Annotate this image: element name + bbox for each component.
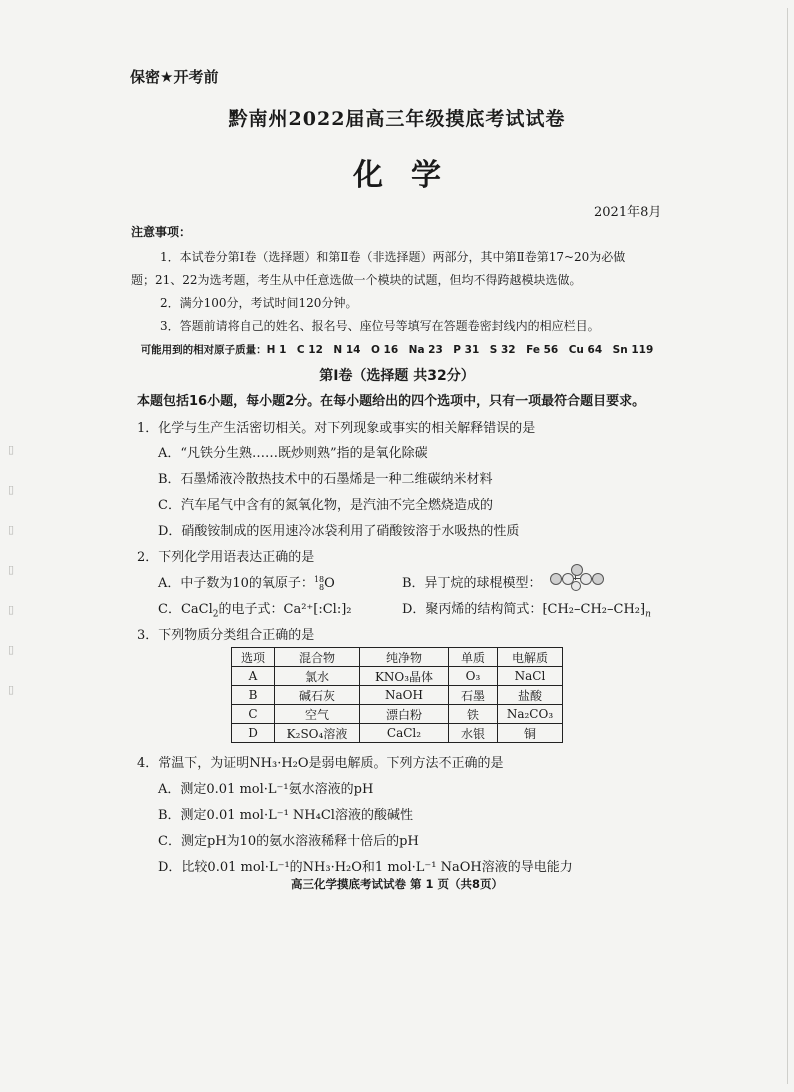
table-cell: CaCl₂ (360, 724, 449, 743)
q2-option-d-label: D．聚丙烯的结构简式： (402, 602, 543, 617)
note-2: 2．满分100分，考试时间120分钟。 (160, 296, 358, 310)
table-row (232, 667, 563, 686)
q4-option-a: A．测定0.01 mol·L⁻¹氨水溶液的pH (158, 782, 374, 797)
table-cell: C (232, 705, 275, 724)
table-cell: 铜 (498, 724, 563, 743)
note-3: 3．答题前请将自己的姓名、报名号、座位号等填写在答题卷密封线内的相应栏目。 (160, 319, 600, 333)
table-cell: 铁 (449, 705, 498, 724)
q3-stem: 3．下列物质分类组合正确的是 (137, 628, 315, 643)
q2-stem: 2．下列化学用语表达正确的是 (137, 550, 315, 565)
isobutane-ball-stick-model (548, 564, 608, 592)
table-cell: K₂SO₄溶液 (275, 724, 360, 743)
atomic-number: 8 (319, 582, 325, 592)
q2-option-c-text: 的电子式： (218, 602, 284, 617)
q2-option-a-label: A．中子数为10的氧原子： (158, 576, 314, 591)
table-header: 电解质 (498, 648, 563, 667)
note-1-cont: 题；21、22为选考题，考生从中任意选做一个模块的试题，但均不得跨越模块选做。 (131, 273, 582, 287)
table-row (232, 724, 563, 743)
q1-option-c: C．汽车尾气中含有的氮氧化物，是汽油不完全燃烧造成的 (158, 498, 493, 513)
exam-date: 2021年8月 (594, 205, 662, 220)
table-cell: 氯水 (275, 667, 360, 686)
table-cell: A (232, 667, 275, 686)
table-cell: 盐酸 (498, 686, 563, 705)
scan-edge-line (787, 8, 788, 1084)
polymer-n: n (645, 609, 651, 620)
nuclide-notation (314, 576, 324, 592)
classification-table (231, 647, 563, 743)
q1-option-b: B．石墨烯液冷散热技术中的石墨烯是一种二维碳纳米材料 (158, 472, 493, 487)
q1-option-d: D．硝酸铵制成的医用速冷冰袋利用了硝酸铵溶于水吸热的性质 (158, 524, 520, 539)
q1-option-a: A．“凡铁分生熟……既炒则熟”指的是氧化除碳 (158, 446, 428, 461)
notes-heading: 注意事项： (131, 225, 192, 239)
table-header: 纯净物 (360, 648, 449, 667)
polymer-formula: ⁅CH₂–CH₂–CH₂⁆ (542, 602, 646, 617)
q4-stem: 4．常温下，为证明NH₃·H₂O是弱电解质。下列方法不正确的是 (137, 756, 504, 771)
table-cell: NaOH (360, 686, 449, 705)
table-cell: O₃ (449, 667, 498, 686)
confidential-label: 保密★开考前 (130, 68, 219, 86)
table-row (232, 705, 563, 724)
q1-stem: 1．化学与生产生活密切相关。对下列现象或事实的相关解释错误的是 (137, 421, 536, 436)
q2-option-a (158, 572, 335, 592)
table-row (232, 686, 563, 705)
q4-option-c: C．测定pH为10的氨水溶液稀释十倍后的pH (158, 834, 419, 849)
subscript: 2 (212, 609, 219, 620)
q2-option-b: B．异丁烷的球棍模型： (402, 576, 542, 591)
table-cell: NaCl (498, 667, 563, 686)
page-footer: 高三化学摸底考试试卷 第 1 页（共8页） (290, 877, 503, 891)
table-cell: 石墨 (449, 686, 498, 705)
section-title: 第Ⅰ卷（选择题 共32分） (319, 368, 475, 384)
table-cell: D (232, 724, 275, 743)
element-symbol: O (324, 576, 335, 591)
q2-option-c-label: C．CaCl (158, 602, 213, 617)
bleed-through-marks: ▯ ▯ ▯ ▯ ▯ ▯ ▯ (8, 443, 15, 696)
atomic-masses: 可能用到的相对原子质量：H 1 C 12 N 14 O 16 Na 23 P 31 S 32 Fe 56 Cu 64 Sn 119 (140, 344, 654, 356)
table-header: 选项 (232, 648, 275, 667)
q2-option-c (158, 598, 352, 620)
electron-formula: Ca²⁺[:Cl:]₂ (283, 602, 352, 617)
table-cell: 空气 (275, 705, 360, 724)
table-cell: 漂白粉 (360, 705, 449, 724)
table-cell: B (232, 686, 275, 705)
subject-title: 化学 (353, 158, 469, 193)
q4-option-d: D．比较0.01 mol·L⁻¹的NH₃·H₂O和1 mol·L⁻¹ NaOH溶液的导电能力 (158, 860, 573, 875)
note-1: 1．本试卷分第Ⅰ卷（选择题）和第Ⅱ卷（非选择题）两部分，其中第Ⅱ卷第17~20为必做 (160, 250, 626, 264)
table-header: 混合物 (275, 648, 360, 667)
exam-title: 黔南州2022届高三年级摸底考试试卷 (228, 108, 566, 130)
table-header-row (232, 648, 563, 667)
section-intro: 本题包括16小题，每小题2分。在每小题给出的四个选项中，只有一项最符合题目要求。 (137, 394, 646, 409)
table-cell: KNO₃晶体 (360, 667, 449, 686)
q4-option-b: B．测定0.01 mol·L⁻¹ NH₄Cl溶液的酸碱性 (158, 808, 413, 823)
q2-option-d (402, 598, 651, 620)
table-cell: 碱石灰 (275, 686, 360, 705)
table-cell: Na₂CO₃ (498, 705, 563, 724)
table-header: 单质 (449, 648, 498, 667)
table-cell: 水银 (449, 724, 498, 743)
mass-number: 18 (313, 574, 325, 584)
